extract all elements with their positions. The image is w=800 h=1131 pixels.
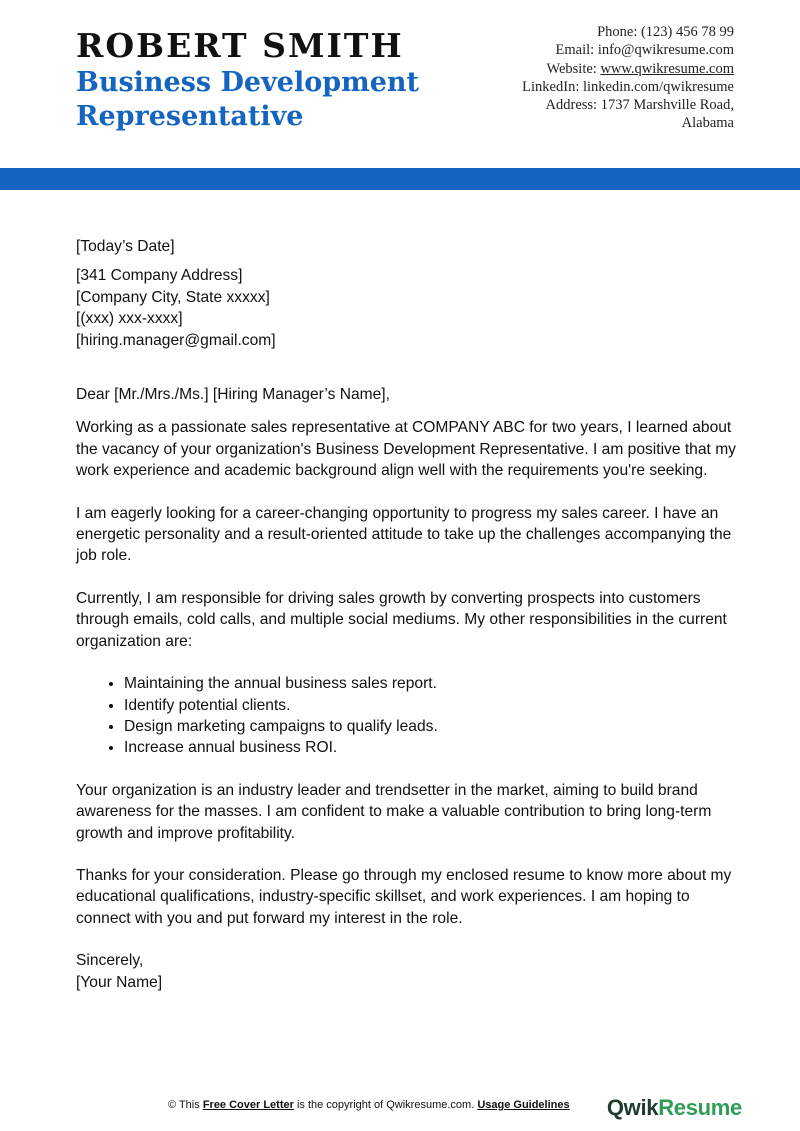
logo-part-resume: Resume	[658, 1095, 742, 1120]
usage-guidelines-link[interactable]: Usage Guidelines	[477, 1099, 570, 1111]
list-item: • Identify potential clients.	[124, 695, 736, 716]
recipient-block	[76, 265, 736, 351]
qwikresume-logo	[607, 1095, 742, 1121]
contact-address-line1: Address: 1737 Marshville Road,	[545, 97, 734, 114]
copyright-prefix: © This	[168, 1099, 203, 1111]
applicant-name: ROBERT SMITH	[76, 26, 404, 65]
recipient-phone: [(xxx) xxx-xxxx]	[76, 310, 183, 328]
closing: Sincerely,	[76, 952, 144, 970]
page-footer	[0, 1095, 800, 1125]
paragraph-intro: Working as a passionate sales representative at COMPANY ABC for two years, I learned about the vacancy of your organization's Business Development Representative. I am positive that my work experience and academic background align well with the requirements you're seeking.	[76, 419, 736, 480]
recipient-email: [hiring.manager@gmail.com]	[76, 331, 276, 349]
signature: [Your Name]	[76, 973, 163, 991]
paragraph-responsibilities: Currently, I am responsible for driving sales growth by converting prospects into customers through emails, cold calls, and multiple social mediums. My other responsibilities in the current organization are:	[76, 589, 727, 650]
contact-website	[434, 60, 734, 78]
letter-date: [Today’s Date]	[76, 238, 175, 255]
logo-part-qwik: Qwik	[606, 1095, 659, 1120]
copyright-notice	[168, 1099, 570, 1111]
letter-body	[76, 236, 736, 993]
letter-header	[0, 0, 800, 168]
job-title: Business Development Representative	[76, 67, 419, 132]
paragraph-thanks: Thanks for your consideration. Please go through my enclosed resume to know more about my educational qualifications, industry-specific skillset, and work experiences. I am hoping to connect with you and put forward my interest in the role.	[76, 866, 732, 927]
contact-email: Email: info@qwikresume.com	[555, 42, 734, 59]
website-label: Website:	[546, 60, 601, 77]
contact-block	[434, 23, 734, 133]
list-item: • Maintaining the annual business sales report.	[124, 673, 736, 694]
free-cover-letter-link[interactable]: Free Cover Letter	[202, 1099, 294, 1111]
copyright-middle: is the copyright of Qwikresume.com.	[293, 1099, 478, 1111]
salutation: Dear [Mr./Mrs./Ms.] [Hiring Manager’s Name],	[76, 386, 390, 404]
list-item: • Increase annual business ROI.	[124, 737, 736, 758]
recipient-city-state: [Company City, State xxxxx]	[76, 288, 270, 306]
accent-divider-bar	[0, 168, 800, 190]
paragraph-motivation: I am eagerly looking for a career-changing opportunity to progress my sales career. I have an energetic personality and a result-oriented attitude to take up the challenges accompanying the job role.	[76, 504, 732, 565]
contact-linkedin: LinkedIn: linkedin.com/qwikresume	[522, 78, 734, 95]
contact-address-line2: Alabama	[681, 115, 734, 132]
responsibilities-list	[76, 673, 736, 759]
website-link[interactable]: www.qwikresume.com	[600, 60, 734, 77]
recipient-address: [341 Company Address]	[76, 267, 243, 285]
contact-phone: Phone: (123) 456 78 99	[597, 24, 734, 40]
paragraph-contribution: Your organization is an industry leader and trendsetter in the market, aiming to build brand awareness for the masses. I am confident to make a valuable contribution to bring long-term growth and improve profitability.	[76, 781, 712, 842]
list-item: • Design marketing campaigns to qualify leads.	[124, 716, 736, 737]
